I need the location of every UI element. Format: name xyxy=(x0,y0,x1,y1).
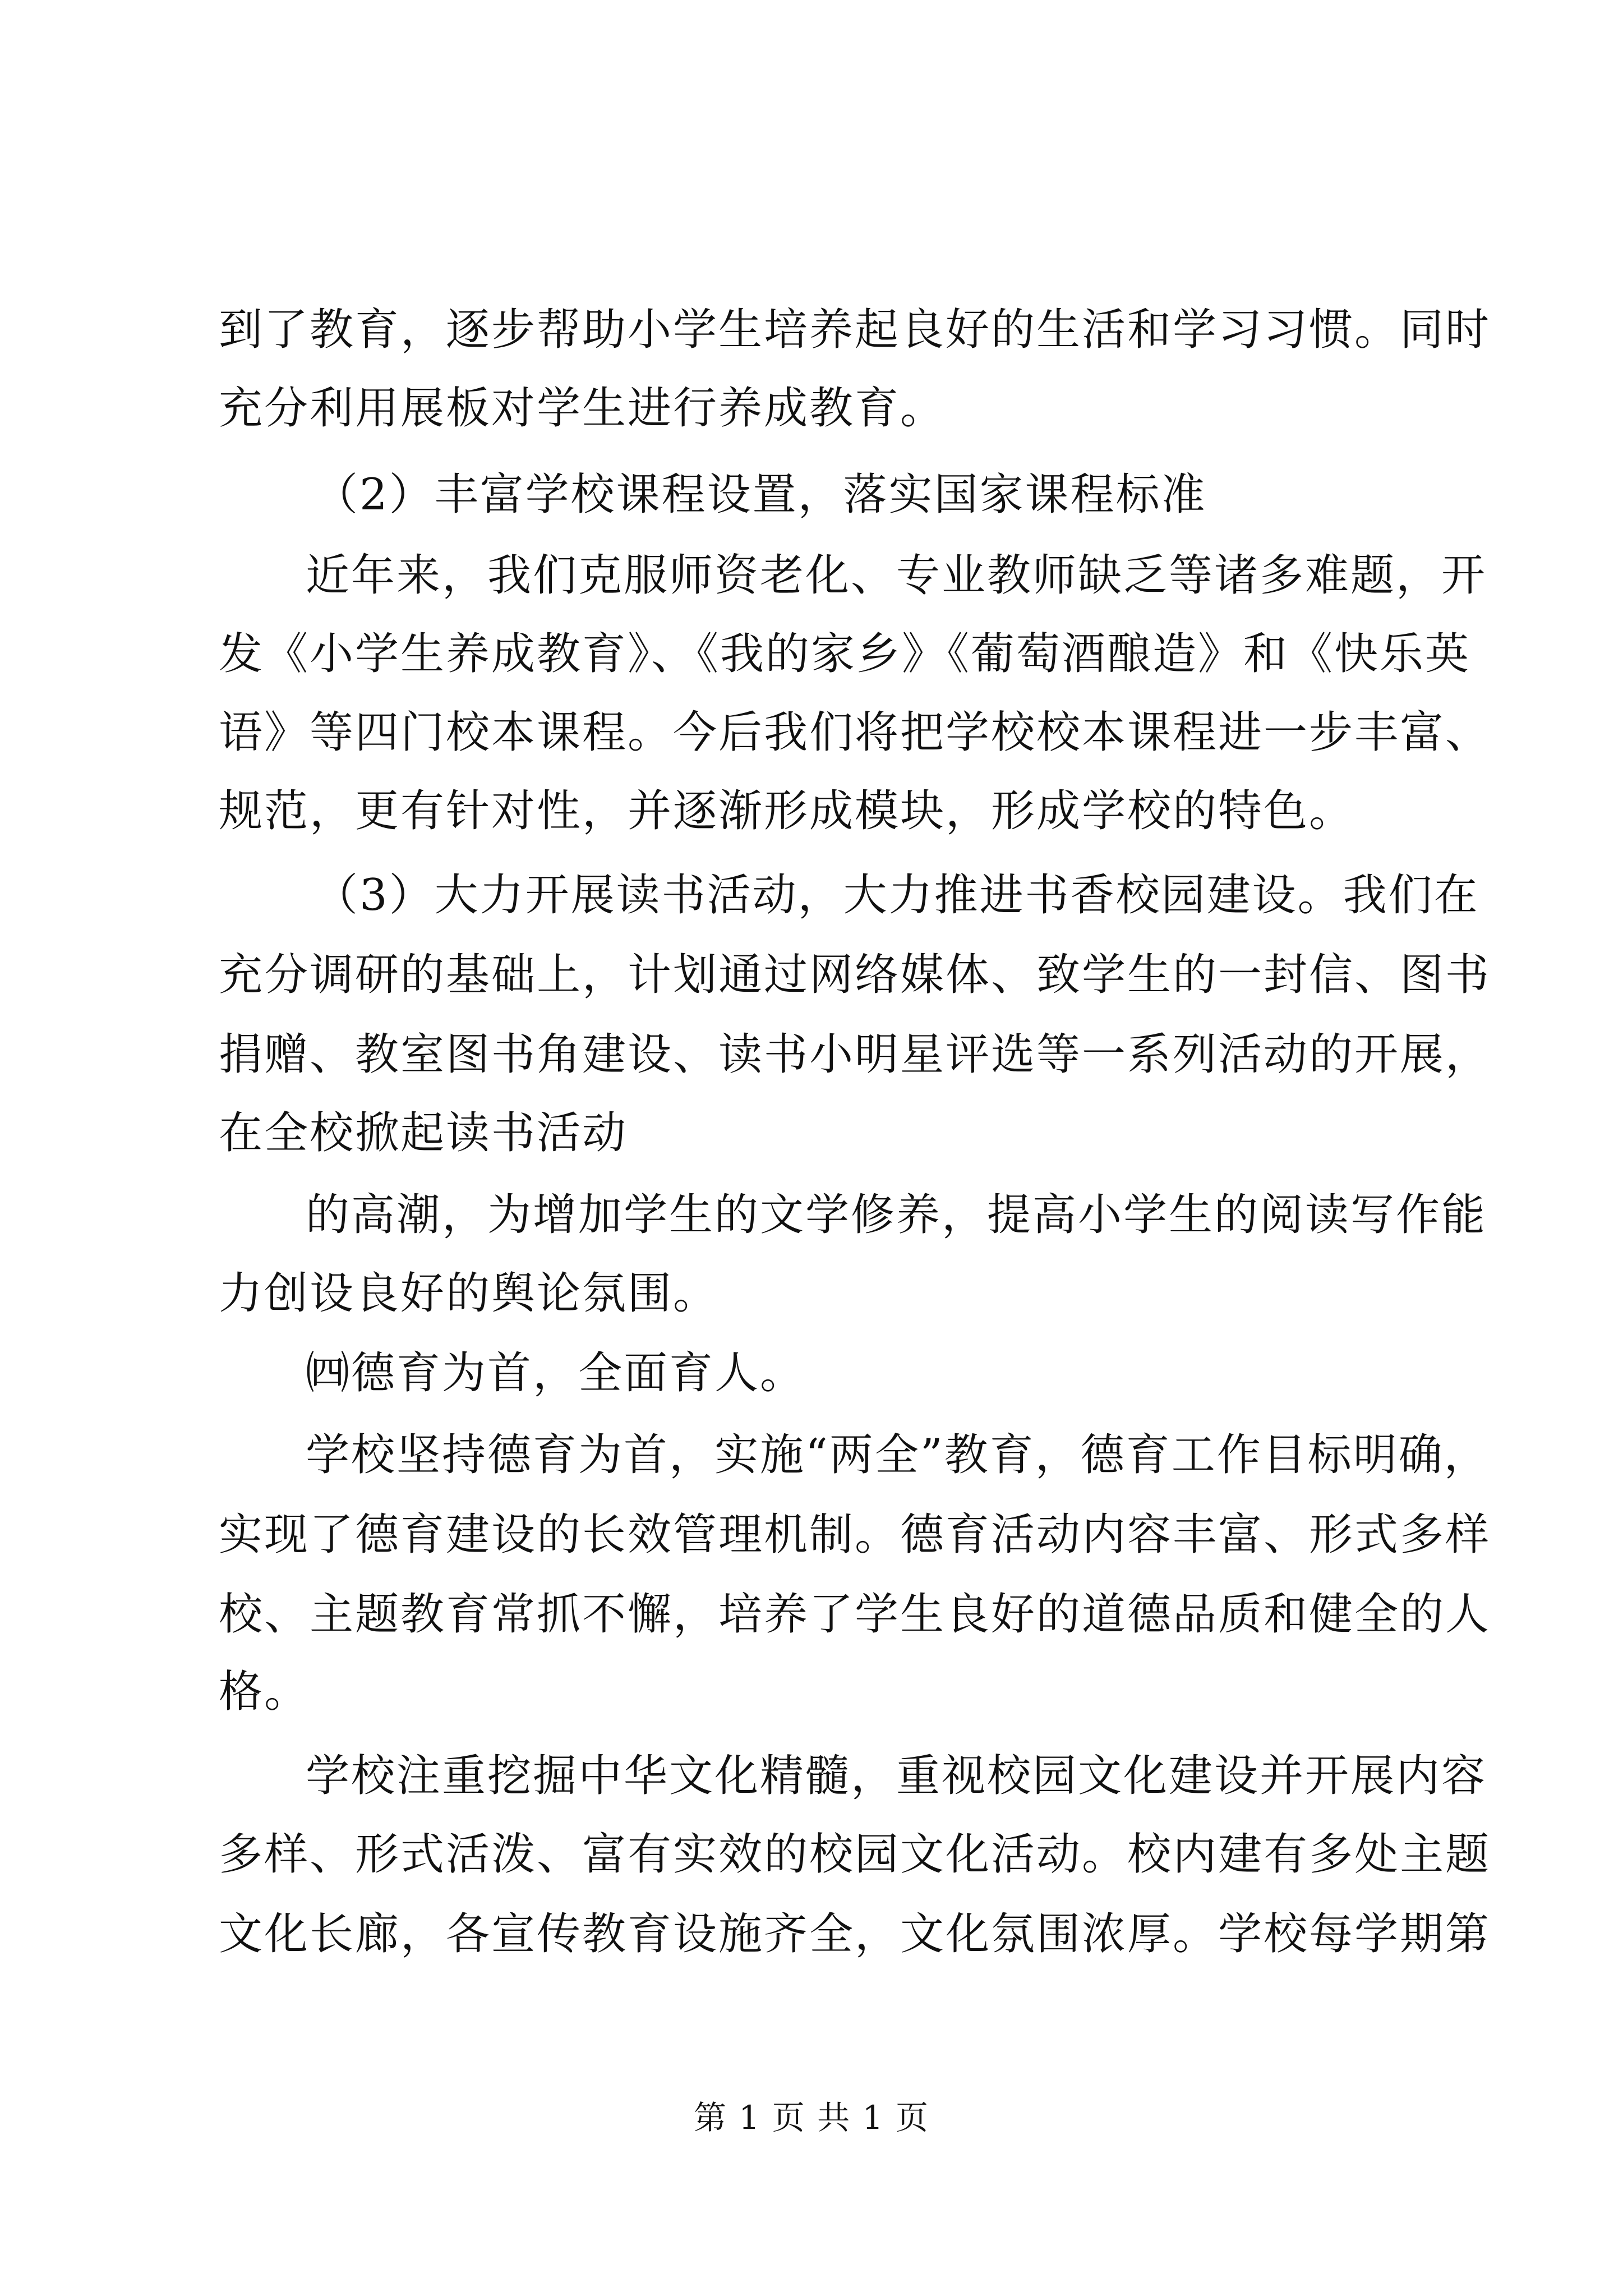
text-line: 校、主题教育常抓不懈，培养了学生良好的道德品质和健全的人 xyxy=(219,1589,1491,1640)
text-line: 实现了德育建设的长效管理机制。德育活动内容丰富、形式多样 xyxy=(219,1510,1491,1560)
text-line: 语》等四门校本课程。今后我们将把学校校本课程进一步丰富、 xyxy=(219,707,1491,758)
text-line: 规范，更有针对性，并逐渐形成模块，形成学校的特色。 xyxy=(219,786,1355,836)
text-line: 充分利用展板对学生进行养成教育。 xyxy=(219,383,946,434)
text-line: 在全校掀起读书活动 xyxy=(219,1108,628,1158)
text-line: 力创设良好的舆论氛围。 xyxy=(219,1268,719,1319)
section-heading: ㈣德育为首，全面育人。 xyxy=(306,1348,806,1398)
text-line: 格。 xyxy=(219,1667,310,1717)
text-line: 文化长廊，各宣传教育设施齐全，文化氛围浓厚。学校每学期第 xyxy=(219,1909,1491,1959)
text-line: 多样、形式活泼、富有实效的校园文化活动。校内建有多处主题 xyxy=(219,1829,1491,1880)
paragraph-start: 学校坚持德育为首，实施“两全”教育，德育工作目标明确， xyxy=(306,1430,1490,1480)
text-line: 到了教育，逐步帮助小学生培养起良好的生活和学习习惯。同时 xyxy=(219,305,1491,355)
text-line: 捐赠、教室图书角建设、读书小明星评选等一系列活动的开展， xyxy=(219,1029,1491,1080)
paragraph-start: 的高潮，为增加学生的文学修养，提高小学生的阅读写作能 xyxy=(306,1190,1487,1240)
text-line: 充分调研的基础上，计划通过网络媒体、致学生的一封信、图书 xyxy=(219,950,1491,1000)
paragraph-start: （3）大力开展读书活动，大力推进书香校园建设。我们在 xyxy=(314,870,1479,921)
paragraph-start: 近年来，我们克服师资老化、专业教师缺乏等诸多难题，开 xyxy=(306,550,1487,601)
page-footer: 第 1 页 共 1 页 xyxy=(694,2099,929,2137)
text-line: 发《小学生养成教育》、《我的家乡》《葡萄酒酿造》和《快乐英 xyxy=(219,629,1471,679)
paragraph-start: 学校注重挖掘中华文化精髓，重视校园文化建设并开展内容 xyxy=(306,1751,1487,1801)
section-heading: （2）丰富学校课程设置，落实国家课程标准 xyxy=(314,470,1207,520)
